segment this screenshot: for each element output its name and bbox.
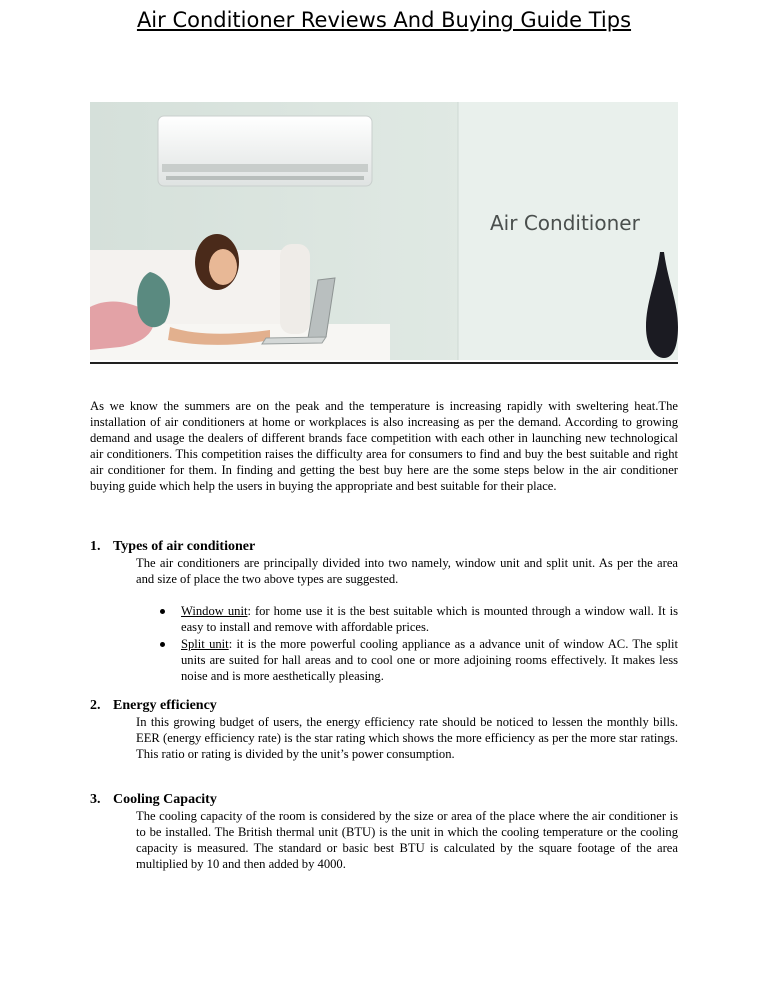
section-1-bullet-list bbox=[181, 603, 678, 685]
section-heading-1: 1. Types of air conditioner bbox=[90, 539, 256, 554]
bullet-term: Split unit bbox=[181, 637, 229, 651]
section-body-1: The air conditioners are principally divided into two namely, window unit and split unit. As per the area and size of place the two above types are suggested. bbox=[136, 556, 678, 586]
divider bbox=[90, 362, 678, 364]
section-body-2: In this growing budget of users, the energy efficiency rate should be noticed to lessen the monthly bills. EER (energy efficiency rate) is the star rating which shows the more efficiency as per the more star ratings. This ratio or rating is divided by the unit’s power consumption. bbox=[136, 715, 678, 761]
hero-caption: Air Conditioner bbox=[490, 211, 640, 235]
ac-unit-icon bbox=[158, 116, 372, 186]
list-item: Split unit: it is the more powerful cooling appliance as a advance unit of window AC. The split units are suited for hall areas and to cool one or more adjoining rooms effectively. It makes less noise and is more aesthetically pleasing. bbox=[181, 637, 678, 683]
section-heading-2: 2. Energy efficiency bbox=[90, 698, 217, 713]
list-item: Window unit: for home use it is the best suitable which is mounted through a window wall. It is easy to install and remove with affordable prices. bbox=[181, 604, 679, 634]
hero-image bbox=[90, 102, 678, 360]
air-conditioner-photo bbox=[90, 102, 678, 360]
section-heading-3: 3. Cooling Capacity bbox=[90, 792, 217, 807]
page-title: Air Conditioner Reviews And Buying Guide Tips bbox=[136, 8, 632, 32]
bullet-term: Window unit bbox=[181, 604, 248, 618]
section-body-3: The cooling capacity of the room is considered by the size or area of the place where the air conditioner is to be installed. The British thermal unit (BTU) is the unit in which the cooling temperature or the cooling capacity is measured. The standard or basic best BTU is calculated by the square footage of the area multiplied by 10 and then added by 4000. bbox=[136, 809, 678, 871]
intro-paragraph: As we know the summers are on the peak and the temperature is increasing rapidly with sweltering heat.The installation of air conditioners at home or workplaces is also increasing as per the demand. According to growing demand and usage the dealers of different brands face competition with each other in launching new technological air conditioners. This competition raises the difficulty area for consumers to find and buy the best suitable and right air conditioner for them. In finding and getting the best buy here are the some steps below in the air conditioner buying guide which help the users in buying the appropriate and best suitable for their place. bbox=[90, 399, 678, 493]
